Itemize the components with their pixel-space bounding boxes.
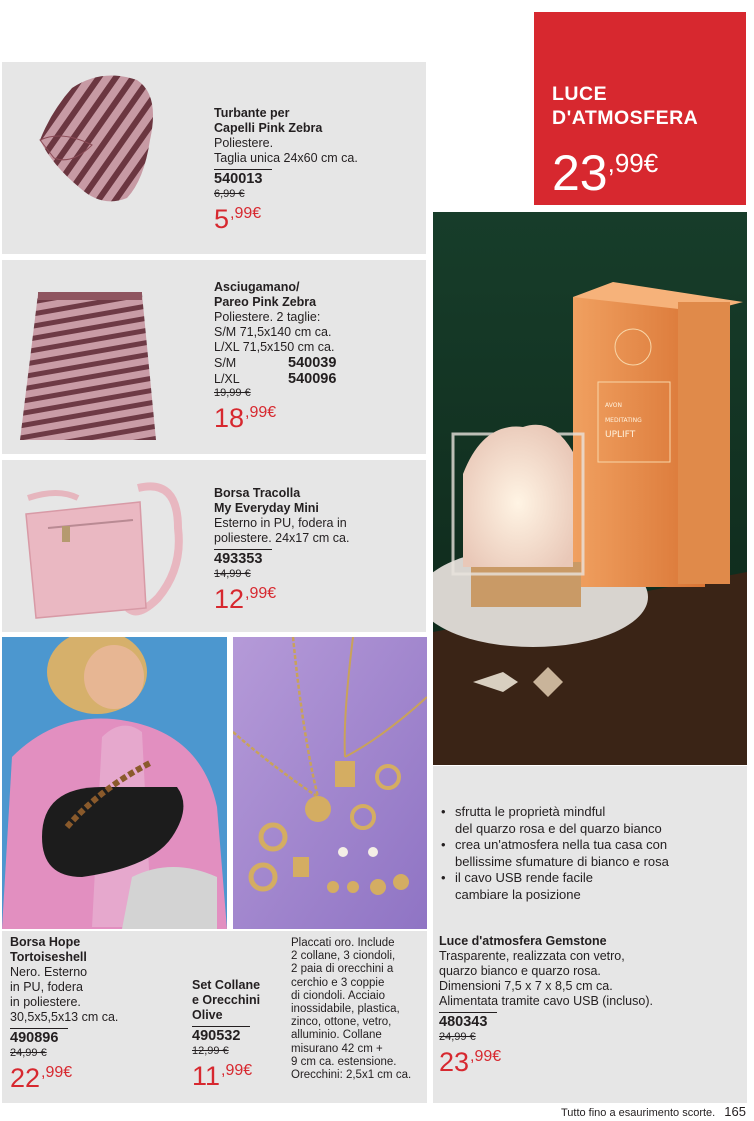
towel-size-sm: S/M 540039 xyxy=(214,355,337,371)
lamp-desc-1: Trasparente, realizzata con vetro, xyxy=(439,949,625,963)
bag-hope-old-price: 24,99 € xyxy=(10,1047,47,1059)
towel-price: $18^{,99€}$ xyxy=(214,403,277,433)
lamp-code: 480343 xyxy=(439,1012,497,1031)
bag-mini-old-price: 14,99 € xyxy=(214,568,251,580)
bag-mini-code: 493353 xyxy=(214,549,272,568)
bag-mini-title-1: Borsa Tracolla xyxy=(214,486,301,500)
bag-mini-desc-2: poliestere. 24x17 cm ca. xyxy=(214,531,350,545)
product-panel-lamp xyxy=(433,766,747,1103)
bag-mini-price: $12^{,99€}$ xyxy=(214,584,277,614)
bag-hope-price: $22^{,99€}$ xyxy=(10,1063,73,1093)
bag-mini-title-2: My Everyday Mini xyxy=(214,501,319,515)
necklace-title-3: Olive xyxy=(192,1008,223,1022)
necklace-old-price: 12,99 € xyxy=(192,1045,229,1057)
towel-image xyxy=(16,290,162,446)
bag-hope-photo xyxy=(2,637,227,929)
lamp-desc-3: Dimensioni 7,5 x 7 x 8,5 cm ca. xyxy=(439,979,613,993)
turban-desc-2: Taglia unica 24x60 cm ca. xyxy=(214,151,358,165)
bag-hope-title-1: Borsa Hope xyxy=(10,935,81,949)
bag-hope-desc-1: Nero. Esterno xyxy=(10,965,88,979)
lamp-desc-2: quarzo bianco e quarzo rosa. xyxy=(439,964,601,978)
bag-mini-desc-1: Esterno in PU, fodera in xyxy=(214,516,347,530)
necklace-title-1: Set Collane xyxy=(192,978,261,992)
box-line-1-text: MEDITATING xyxy=(605,417,642,424)
product-panel-bottom-left xyxy=(2,931,427,1103)
box-line-2-text: UPLIFT xyxy=(605,430,636,440)
towel-title-1: Asciugamano/ xyxy=(214,280,300,294)
necklace-photo xyxy=(233,637,427,929)
lamp-desc-4: Alimentata tramite cavo USB (incluso). xyxy=(439,994,653,1008)
turban-image xyxy=(32,70,162,250)
towel-size-lxl: L/XL 540096 xyxy=(214,371,337,387)
turban-old-price: 6,99 € xyxy=(214,188,245,200)
turban-desc-1: Poliestere. xyxy=(214,136,274,150)
bag-hope-desc-2: in PU, fodera xyxy=(10,980,83,994)
promo-banner xyxy=(534,12,746,205)
product-panel-turban xyxy=(2,62,426,254)
footer-note: Tutto fino a esaurimento scorte. xyxy=(560,1107,716,1119)
bag-hope-desc-4: 30,5x5,5x13 cm ca. xyxy=(10,1010,119,1024)
banner-title-2: D'ATMOSFERA xyxy=(552,107,699,129)
towel-desc-1: Poliestere. 2 taglie: xyxy=(214,310,321,324)
bag-hope-code: 490896 xyxy=(10,1028,68,1047)
turban-title-2: Capelli Pink Zebra xyxy=(214,121,323,135)
turban-price: $5^{,99€}$ xyxy=(214,204,262,234)
lamp-bullets xyxy=(441,804,741,903)
product-panel-towel xyxy=(2,260,426,454)
bag-hope-title-2: Tortoiseshell xyxy=(10,950,87,964)
necklace-title-2: e Orecchini xyxy=(192,993,261,1007)
lamp-bullet-1: • sfrutta le proprietà mindful del quarzo rosa e del quarzo bianco xyxy=(441,804,741,837)
necklace-desc: Placcati oro. Include 2 collane, 3 ciondoli, 2 paia di orecchini a cerchio e 3 coppie di ciondoli. Acciaio inossidabile, plastica, zinco, ottone, vetro, alluminio. Collane misurano 42 cm + 9 cm ca. estensione. Orecchini: 2,5x1 cm ca. xyxy=(291,937,412,1082)
towel-title-2: Pareo Pink Zebra xyxy=(214,295,317,309)
lamp-price: $23^{,99€}$ xyxy=(439,1047,502,1077)
lamp-photo xyxy=(433,212,747,765)
bag-mini-image xyxy=(18,468,203,628)
lamp-old-price: 24,99 € xyxy=(439,1031,476,1043)
product-panel-bag-mini xyxy=(2,460,426,632)
towel-desc-3: L/XL 71,5x150 cm ca. xyxy=(214,340,335,354)
necklace-code: 490532 xyxy=(192,1026,250,1045)
necklace-price: $11^{,99€}$ xyxy=(192,1061,253,1091)
page-number: 165 xyxy=(724,1104,746,1119)
banner-price: $23^{,99€}$ xyxy=(552,145,659,201)
lamp-bullet-2: • crea un'atmosfera nella tua casa con bellissime sfumature di bianco e rosa xyxy=(441,837,741,870)
turban-code: 540013 xyxy=(214,169,272,188)
lamp-title: Luce d'atmosfera Gemstone xyxy=(439,934,607,948)
towel-desc-2: S/M 71,5x140 cm ca. xyxy=(214,325,332,339)
bag-hope-desc-3: in poliestere. xyxy=(10,995,81,1009)
lamp-bullet-3: • il cavo USB rende facile cambiare la posizione xyxy=(441,870,741,903)
banner-title-1: LUCE xyxy=(552,83,608,105)
footer xyxy=(561,1105,746,1120)
turban-title-1: Turbante per xyxy=(214,106,290,120)
towel-old-price: 19,99 € xyxy=(214,387,251,399)
box-brand-text: AVON xyxy=(605,402,622,409)
